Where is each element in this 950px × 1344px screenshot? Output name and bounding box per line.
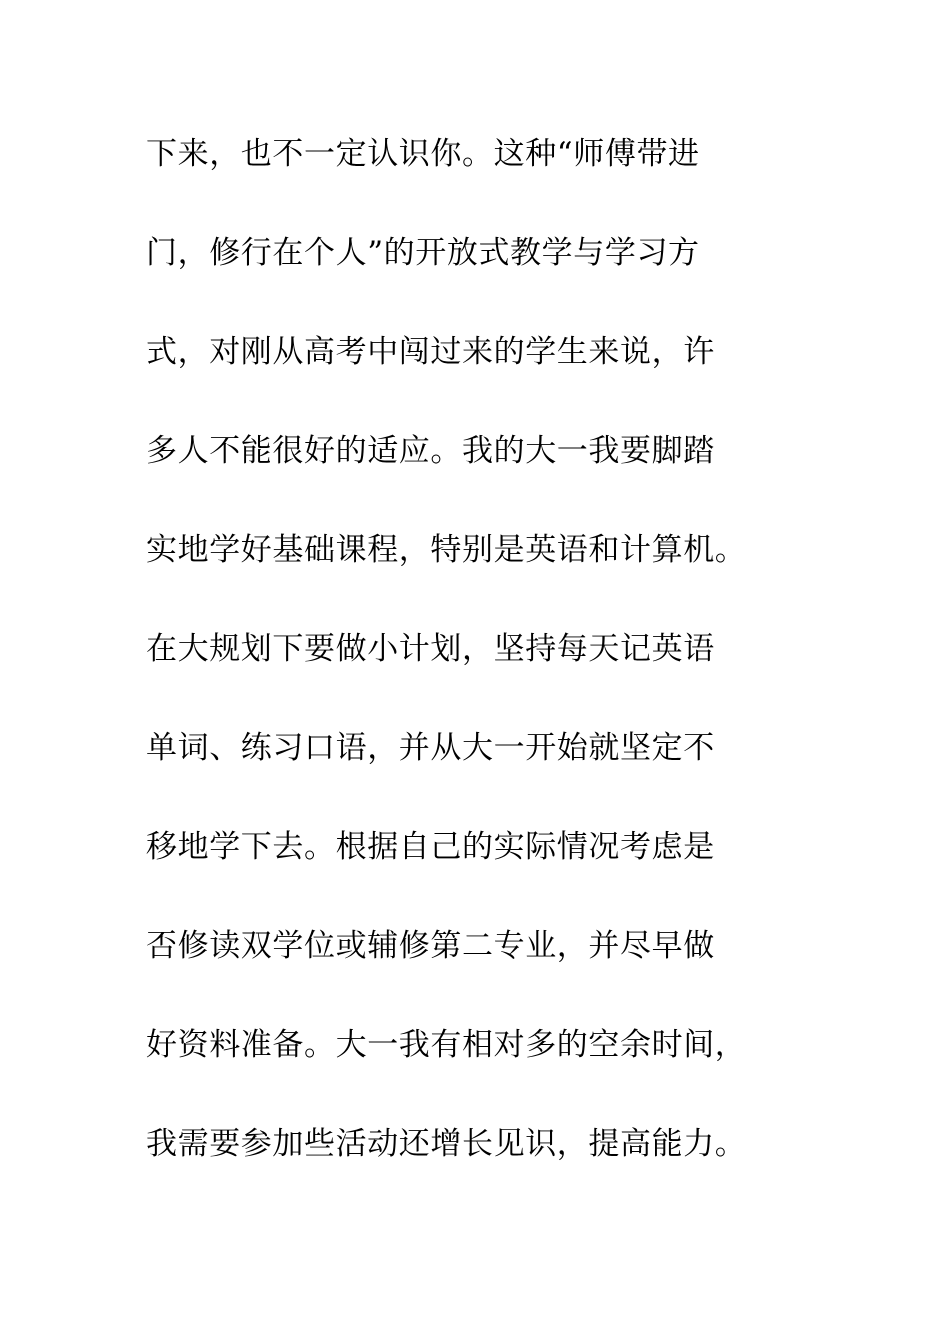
text-line-9: 否修读双学位或辅修第二专业，并尽早做 bbox=[146, 928, 715, 964]
text-line-5: 实地学好基础课程，特别是英语和计算机。 bbox=[146, 532, 747, 568]
text-line-3: 式，对刚从高考中闯过来的学生来说，许 bbox=[146, 334, 715, 370]
text-line-4: 多人不能很好的适应。我的大一我要脚踏 bbox=[146, 433, 715, 469]
text-line-6: 在大规划下要做小计划，坚持每天记英语 bbox=[146, 631, 715, 667]
text-line-8: 移地学下去。根据自己的实际情况考虑是 bbox=[146, 829, 715, 865]
text-line-11: 我需要参加些活动还增长见识，提高能力。 bbox=[146, 1126, 747, 1162]
text-line-2: 门，修行在个人”的开放式教学与学习方 bbox=[146, 235, 700, 271]
body-paragraph bbox=[146, 124, 806, 1213]
text-line-1: 下来，也不一定认识你。这种“师傅带进 bbox=[146, 136, 700, 172]
text-line-10: 好资料准备。大一我有相对多的空余时间， bbox=[146, 1027, 747, 1063]
text-line-7: 单词、练习口语，并从大一开始就坚定不 bbox=[146, 730, 715, 766]
